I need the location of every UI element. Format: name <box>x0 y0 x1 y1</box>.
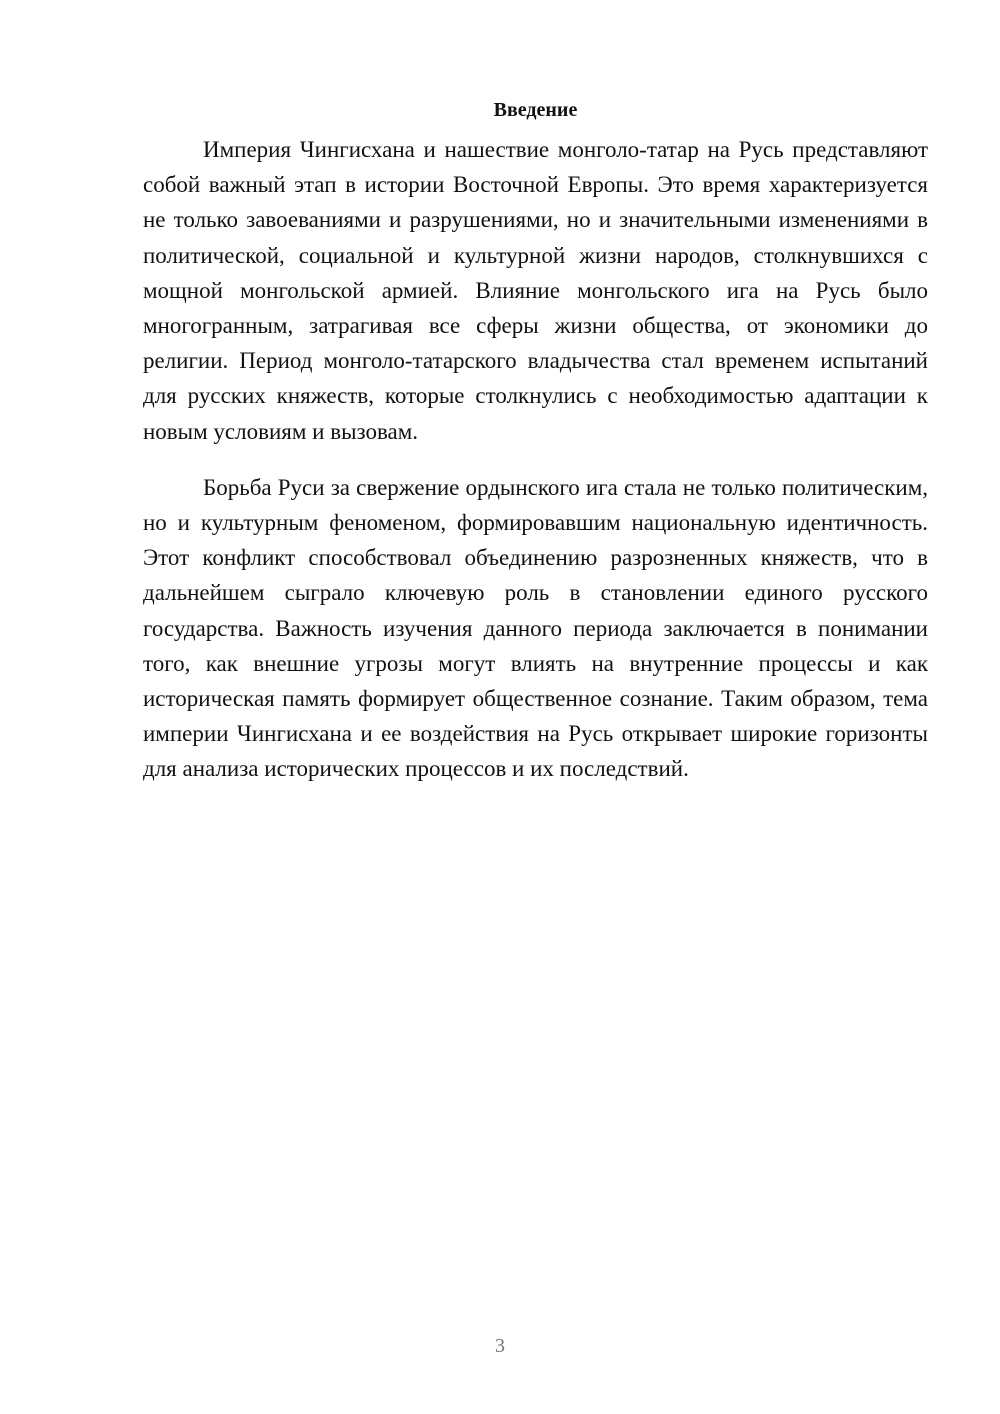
paragraph-1: Империя Чингисхана и нашествие монголо-татар на Русь представляют собой важный этап в истории Восточной Европы. Это время характеризуется не только завоеваниями и разрушениями, но и значительными изменениями в политической, социальной и культурной жизни народов, столкнувшихся с мощной монгольской армией. Влияние монгольского ига на Русь было многогранным, затрагивая все сферы жизни общества, от экономики до религии. Период монголо-татарского владычества стал временем испытаний для русских княжеств, которые столкнулись с необходимостью адаптации к новым условиям и вызовам. <box>143 137 928 444</box>
page-number: 3 <box>495 1335 505 1357</box>
page-content <box>143 96 928 787</box>
paragraph-2: Борьба Руси за свержение ордынского ига стала не только политическим, но и культурным феноменом, формировавшим национальную идентичность. Этот конфликт способствовал объединению разрозненных княжеств, что в дальнейшем сыграло ключевую роль в становлении единого русского государства. Важность изучения данного периода заключается в понимании того, как внешние угрозы могут влиять на внутренние процессы и как историческая память формирует общественное сознание. Таким образом, тема империи Чингисхана и ее воздействия на Русь открывает широкие горизонты для анализа исторических процессов и их последствий. <box>143 474 928 782</box>
section-title: Введение <box>493 99 578 121</box>
